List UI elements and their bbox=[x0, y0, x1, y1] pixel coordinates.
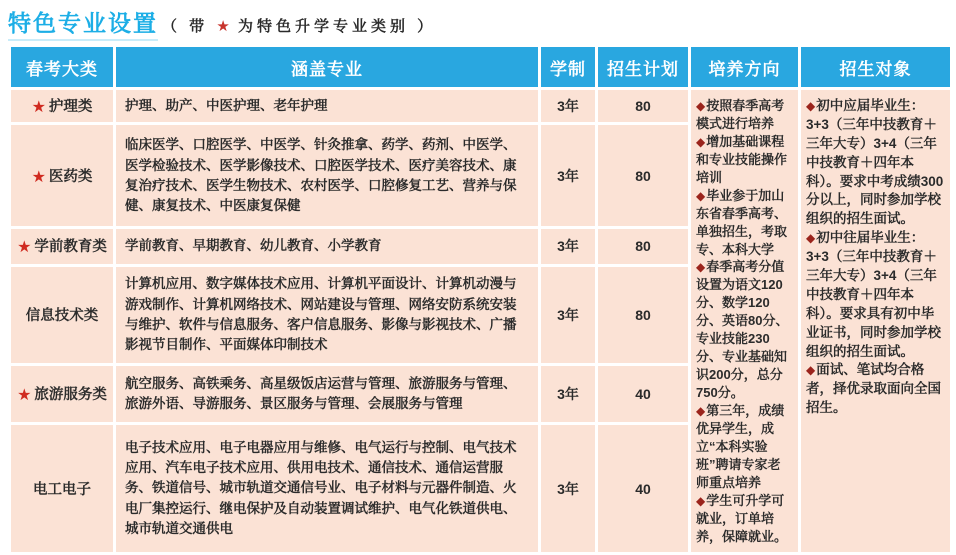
diamond-bullet-icon: ◆ bbox=[696, 260, 706, 275]
category-label: 护理类 bbox=[48, 99, 93, 116]
duration-cell: 3年 bbox=[541, 366, 595, 422]
page-title-text: 特色专业设置 bbox=[8, 5, 158, 41]
page-title-note bbox=[162, 15, 436, 36]
training-direction-item: ◆按照春季高考模式进行培养 bbox=[696, 98, 785, 131]
note-prefix: （ 带 bbox=[162, 18, 217, 35]
plan-cell: 40 bbox=[598, 425, 688, 553]
training-direction-item: ◆增加基础课程和专业技能操作培训 bbox=[696, 133, 788, 185]
plan-cell: 80 bbox=[598, 90, 688, 122]
star-icon: ★ bbox=[31, 99, 46, 117]
majors-cell: 护理、助产、中医护理、老年护理 bbox=[116, 90, 538, 122]
header-target: 招生对象 bbox=[801, 47, 950, 87]
header-direction: 培养方向 bbox=[691, 47, 798, 87]
plan-cell: 80 bbox=[598, 267, 688, 363]
majors-cell: 电子技术应用、电子电器应用与维修、电气运行与控制、电气技术应用、汽车电子技术应用、供用电技术、通信技术、通信运营服务、铁道信号、城市轨道交通信号业、电子材料与元器件制造、火电厂集控运行、继电保护及自动装置调试维护、电气化铁道供电、城市轨道交通供电 bbox=[116, 425, 538, 553]
category-cell bbox=[11, 366, 113, 422]
plan-cell: 40 bbox=[598, 366, 688, 422]
majors-cell: 临床医学、口腔医学、中医学、针灸推拿、药学、药剂、中医学、医学检验技术、医学影像技术、口腔医学技术、医疗美容技术、康复治疗技术、医学生物技术、农村医学、口腔修复工艺、营养与保健、康复技术、中医康复保健 bbox=[116, 125, 538, 226]
star-icon: ★ bbox=[216, 18, 230, 35]
duration-cell: 3年 bbox=[541, 229, 595, 264]
table-body bbox=[11, 90, 950, 552]
header-majors: 涵盖专业 bbox=[116, 47, 538, 87]
duration-cell: 3年 bbox=[541, 425, 595, 553]
page-title bbox=[8, 5, 436, 41]
star-icon: ★ bbox=[17, 239, 32, 257]
header-category: 春考大类 bbox=[11, 47, 113, 87]
diamond-bullet-icon: ◆ bbox=[696, 134, 706, 149]
duration-cell: 3年 bbox=[541, 90, 595, 122]
star-icon: ★ bbox=[31, 168, 46, 186]
duration-cell: 3年 bbox=[541, 267, 595, 363]
table-header bbox=[11, 47, 950, 87]
plan-cell: 80 bbox=[598, 125, 688, 226]
specialty-table bbox=[8, 44, 953, 555]
star-icon: ★ bbox=[17, 386, 32, 404]
diamond-bullet-icon: ◆ bbox=[696, 188, 706, 203]
category-label: 学前教育类 bbox=[34, 239, 107, 256]
admission-target-cell bbox=[801, 90, 950, 552]
training-direction-item: ◆第三年，成绩优异学生，成立“本科实验班”聘请专家老师重点培养 bbox=[696, 402, 785, 490]
note-suffix: 为特色升学专业类别 ） bbox=[229, 18, 437, 35]
admission-target-item: ◆面试、笔试均合格者，择优录取面向全国招生。 bbox=[806, 362, 941, 416]
diamond-bullet-icon: ◆ bbox=[696, 99, 706, 113]
majors-cell: 航空服务、高铁乘务、高星级饭店运营与管理、旅游服务与管理、旅游外语、导游服务、景区服务与管理、会展服务与管理 bbox=[116, 366, 538, 422]
training-direction-item: ◆学生可升学可就业，订单培养，保障就业。 bbox=[696, 492, 788, 544]
plan-cell: 80 bbox=[598, 229, 688, 264]
category-label: 医药类 bbox=[48, 168, 93, 185]
admission-target-item: ◆初中应届毕业生：3+3（三年中技教育＋三年大专）3+4（三年中技教育＋四年本科）。要求中考成绩300分以上，同时参加学校组织的招生面试。 bbox=[806, 98, 944, 227]
category-label: 电工电子 bbox=[33, 482, 91, 498]
diamond-bullet-icon: ◆ bbox=[696, 403, 706, 418]
category-label: 旅游服务类 bbox=[34, 386, 107, 403]
table-row bbox=[11, 90, 950, 122]
category-cell bbox=[11, 267, 113, 363]
diamond-bullet-icon: ◆ bbox=[806, 99, 816, 113]
header-plan: 招生计划 bbox=[598, 47, 688, 87]
diamond-bullet-icon: ◆ bbox=[806, 363, 816, 378]
category-label: 信息技术类 bbox=[25, 308, 99, 325]
training-direction-item: ◆毕业参于加山东省春季高考、单独招生，考取专、本科大学 bbox=[696, 187, 788, 257]
header-duration: 学制 bbox=[541, 47, 595, 87]
majors-cell: 计算机应用、数字媒体技术应用、计算机平面设计、计算机动漫与游戏制作、计算机网络技术、网站建设与管理、网络安防系统安装与维护、软件与信息服务、客户信息服务、影像与影视技术、广播影视节目制作、平面媒体印制技术 bbox=[116, 267, 538, 363]
category-cell bbox=[11, 90, 113, 122]
majors-cell: 学前教育、早期教育、幼儿教育、小学教育 bbox=[116, 229, 538, 264]
diamond-bullet-icon: ◆ bbox=[806, 231, 816, 246]
training-direction-item: ◆春季高考分值设置为语文120分、数学120分、英语80分、专业技能230分、专业基础知识200分，总分750分。 bbox=[696, 259, 789, 400]
diamond-bullet-icon: ◆ bbox=[696, 493, 706, 508]
category-cell bbox=[11, 125, 113, 226]
duration-cell: 3年 bbox=[541, 125, 595, 226]
category-cell bbox=[11, 229, 113, 264]
training-direction-cell bbox=[691, 90, 798, 552]
admission-target-item: ◆初中往届毕业生：3+3（三年中技教育＋三年大专）3+4（三年中技教育＋四年本科）。要求具有初中毕业证书，同时参加学校组织的招生面试。 bbox=[806, 230, 941, 359]
category-cell bbox=[11, 425, 113, 553]
